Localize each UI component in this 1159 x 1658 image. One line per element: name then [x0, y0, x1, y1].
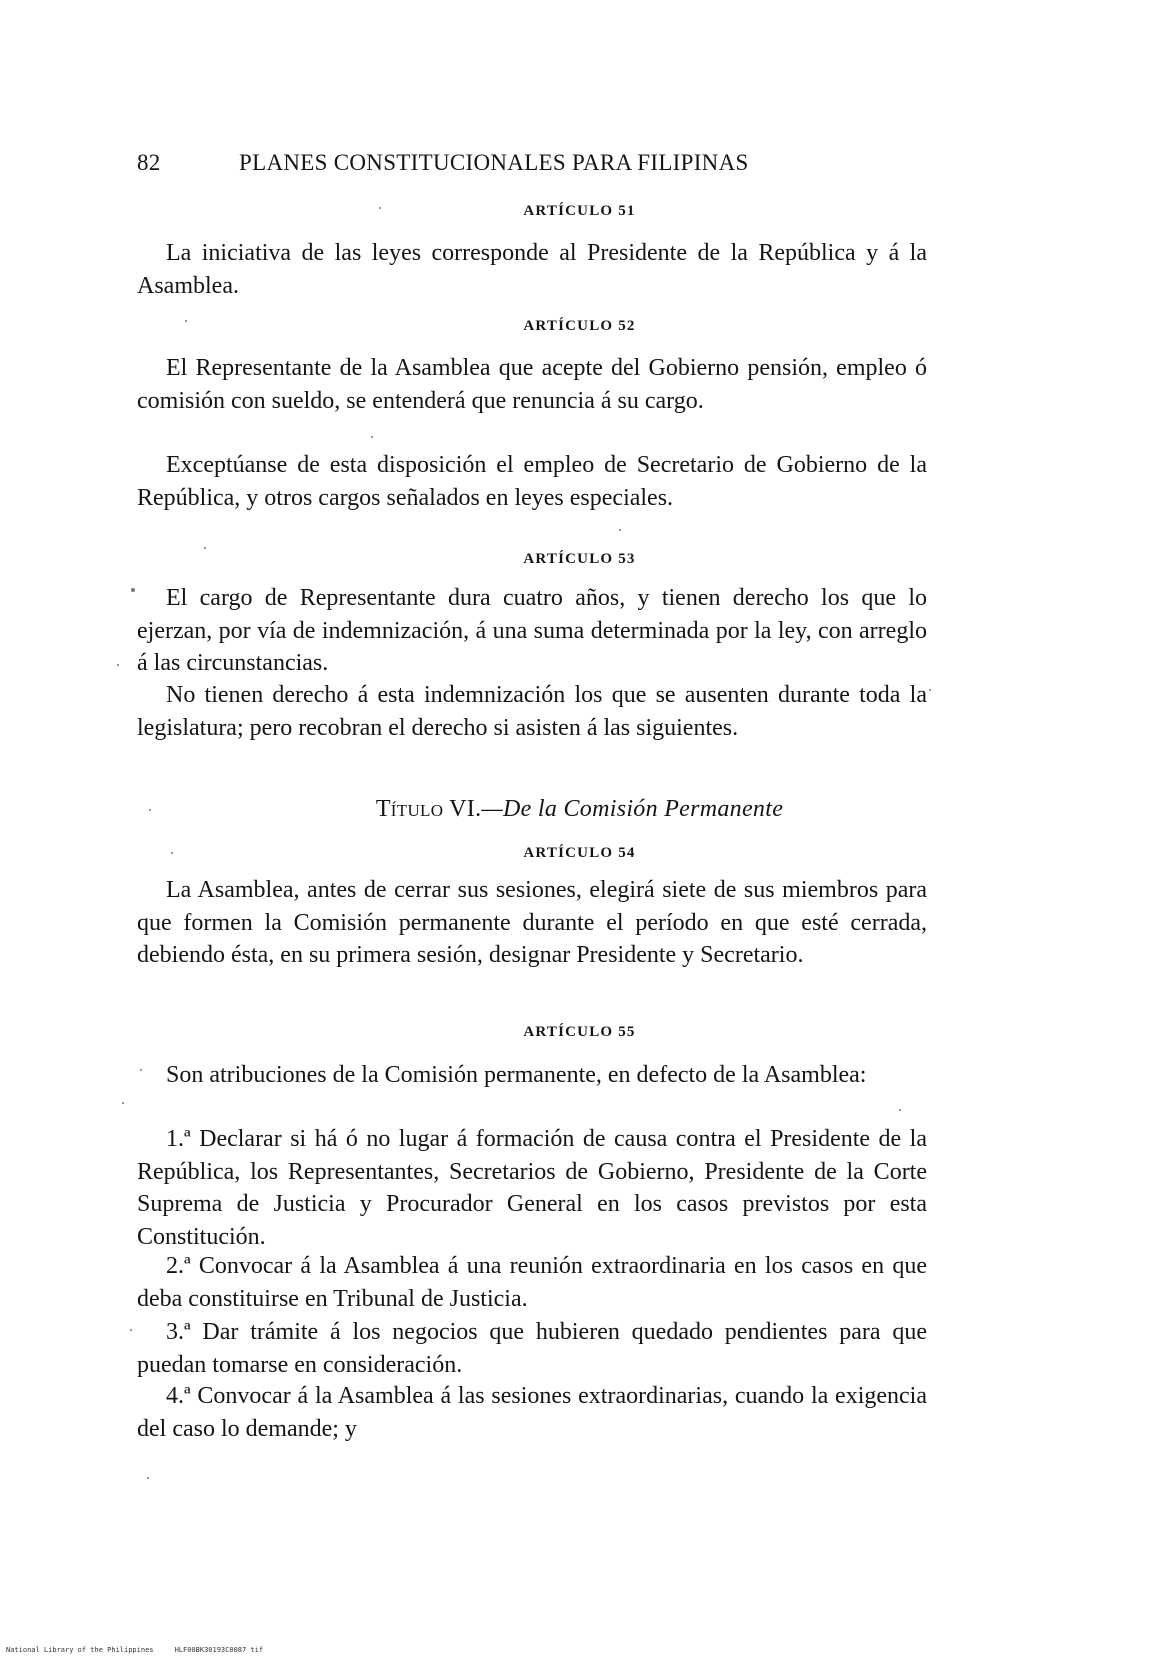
article-52-paragraph-2: Exceptúanse de esta disposición el empleo de Secretario de Gobierno de la República, y otros cargos señalados en leyes especiales.: [137, 452, 927, 511]
article-51-paragraph-1: La iniciativa de las leyes corresponde al Presidente de la República y á la Asamblea.: [137, 240, 927, 299]
article-heading-52: ARTÍCULO 52: [523, 318, 636, 334]
article-53-paragraph-1: El cargo de Representante dura cuatro años, y tienen derecho los que lo ejerzan, por vía de indemnización, á una suma determinada por la ley, con arreglo á las circunstancias.: [137, 585, 927, 677]
article-54-paragraph-1: La Asamblea, antes de cerrar sus sesiones, elegirá siete de sus miembros para que formen la Comisión permanente durante el período en que esté cerrada, debiendo ésta, en su primera sesión, designar Presidente y Secretario.: [137, 877, 927, 969]
article-heading-51: ARTÍCULO 51: [523, 203, 636, 219]
title-subject: —De la Comisión Permanente: [481, 796, 784, 822]
running-title: PLANES CONSTITUCIONALES PARA FILIPINAS: [239, 150, 749, 175]
article-55-item-2: 2.ª Convocar á la Asamblea á una reunión extraordinaria en los casos en que deba constituirse en Tribunal de Justicia.: [137, 1253, 927, 1312]
article-52-paragraph-1: El Representante de la Asamblea que acepte del Gobierno pensión, empleo ó comisión con sueldo, se entenderá que renuncia á su cargo.: [137, 355, 927, 414]
article-55-intro: Son atribuciones de la Comisión permanente, en defecto de la Asamblea:: [166, 1062, 867, 1088]
article-55-item-3: 3.ª Dar trámite á los negocios que hubieren quedado pendientes para que puedan tomarse en consideración.: [137, 1319, 927, 1378]
article-heading-54: ARTÍCULO 54: [523, 845, 636, 861]
title-lead: Título VI.: [375, 796, 482, 822]
article-55-item-1: 1.ª Declarar si há ó no lugar á formación de causa contra el Presidente de la República, los Representantes, Secretarios de Gobierno, Presidente de la Corte Suprema de Justicia y Procurador General en los casos previstos por esta Constitución.: [137, 1126, 927, 1251]
article-53-paragraph-2: No tienen derecho á esta indemnización los que se ausenten durante toda la legislatura; pero recobran el derecho si asisten á las siguientes.: [137, 682, 927, 741]
article-heading-53: ARTÍCULO 53: [523, 551, 636, 567]
article-heading-55: ARTÍCULO 55: [523, 1024, 636, 1040]
article-55-item-4: 4.ª Convocar á la Asamblea á las sesiones extraordinarias, cuando la exigencia del caso lo demande; y: [137, 1383, 927, 1442]
page-number: 82: [137, 150, 161, 175]
scan-footer: National Library of the Philippines HLF00BK30193C0087 tif: [6, 1646, 264, 1654]
